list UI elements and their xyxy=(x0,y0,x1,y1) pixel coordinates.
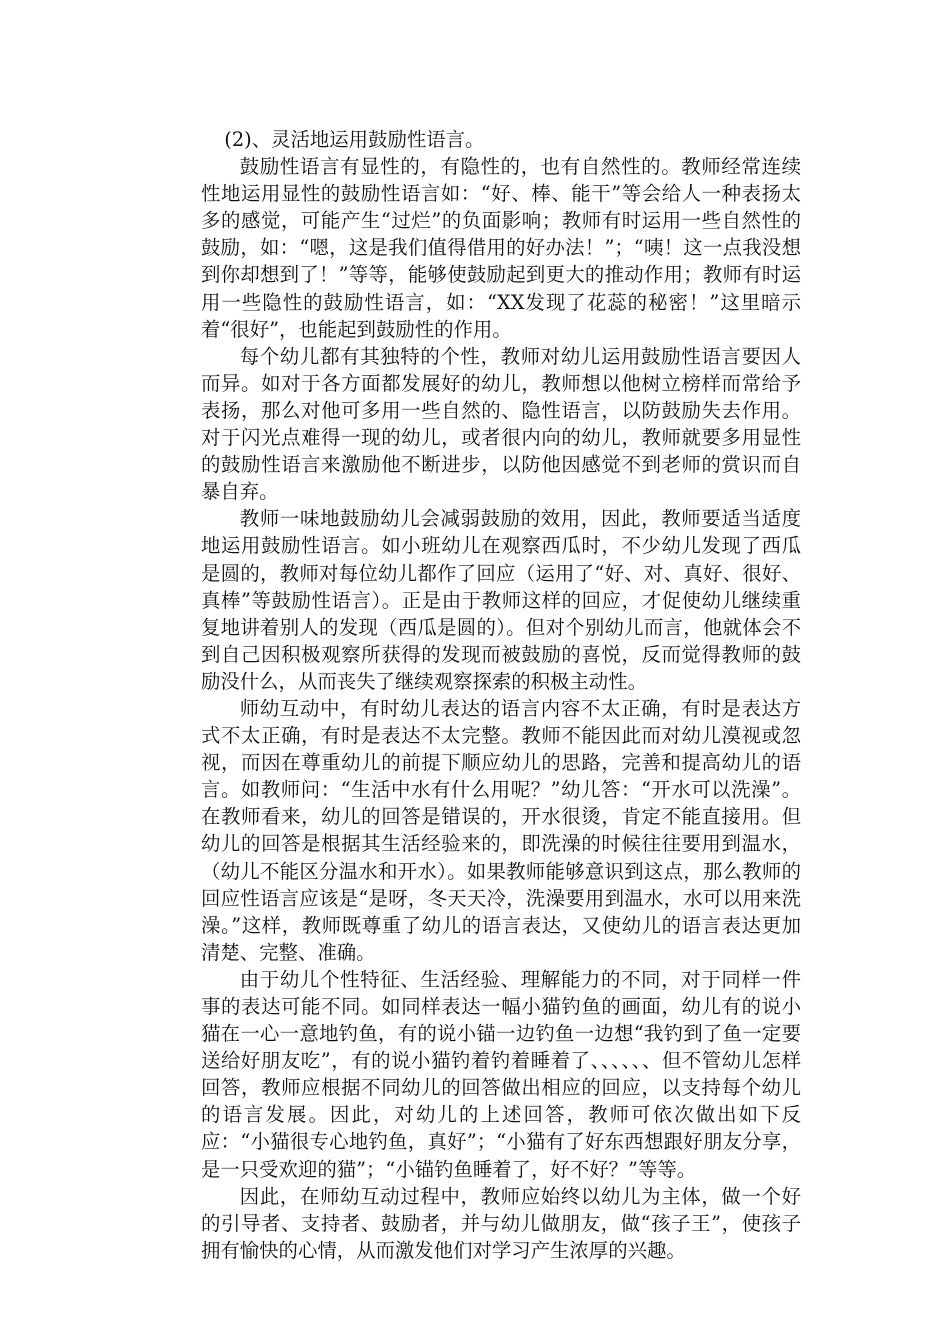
section-heading: (2)、灵活地运用鼓励性语言。 xyxy=(224,128,485,151)
paragraph-moderate-encouragement: 教师一味地鼓励幼儿会减弱鼓励的效用，因此，教师要适当适度地运用鼓励性语言。如小班幼儿在观察西瓜时，不少幼儿发现了西瓜是圆的，教师对每位幼儿都作了回应（运用了“好、对、真好、很好、真棒”等鼓励性语言）。正是由于教师这样的回应，才促使幼儿继续重复地讲着别人的发现（西瓜是圆的）。但对个别幼儿而言，他就体会不到自己因积极观察所获得的发现而被鼓励的喜悦，反而觉得教师的鼓励没什么，从而丧失了继续观察探索的积极主动性。 xyxy=(201,507,801,693)
paragraph-different-expressions: 由于幼儿个性特征、生活经验、理解能力的不同，对于同样一件事的表达可能不同。如同样表达一幅小猫钓鱼的画面，幼儿有的说小猫在一心一意地钓鱼，有的说小锚一边钓鱼一边想“我钓到了鱼一定要送给好朋友吃”，有的说小猫钓着钓着睡着了、、、、、、但不管幼儿怎样回答，教师应根据不同幼儿的回答做出相应的回应，以支持每个幼儿的语言发展。因此，对幼儿的上述回答，教师可依次做出如下反应：“小猫很专心地钓鱼，真好”；“小猫有了好东西想跟好朋友分享，是一只受欢迎的猫”；“小锚钓鱼睡着了，好不好？”等等。 xyxy=(201,967,801,1181)
paragraph-conclusion: 因此，在师幼互动过程中，教师应始终以幼儿为主体，做一个好的引导者、支持者、鼓励者，并与幼儿做朋友，做“孩子王”，使孩子拥有愉快的心情，从而激发他们对学习产生浓厚的兴趣。 xyxy=(201,1184,801,1262)
paragraph-individual-differences: 每个幼儿都有其独特的个性，教师对幼儿运用鼓励性语言要因人而异。如对于各方面都发展好的幼儿，教师想以他树立榜样而常给予表扬，那么对他可多用一些自然的、隐性语言，以防鼓励失去作用。对于闪光点难得一现的幼儿，或者很内向的幼儿，教师就要多用显性的鼓励性语言来激励他不断进步，以防他因感觉不到老师的赏识而自暴自弃。 xyxy=(201,344,801,504)
document-body xyxy=(201,126,801,1264)
paragraph-teacher-child-interaction: 师幼互动中，有时幼儿表达的语言内容不太正确，有时是表达方式不太正确，有时是表达不太完整。教师不能因此而对幼儿漠视或忽视，而因在尊重幼儿的前提下顺应幼儿的思路，完善和提高幼儿的语言。如教师问：“生活中水有什么用呢？”幼儿答：“开水可以洗澡”。在教师看来，幼儿的回答是错误的，开水很烫，肯定不能直接用。但幼儿的回答是根据其生活经验来的，即洗澡的时候往往要用到温水，（幼儿不能区分温水和开水）。如果教师能够意识到这点，那么教师的回应性语言应该是“是呀，冬天天冷，洗澡要用到温水，水可以用来洗澡。”这样，教师既尊重了幼儿的语言表达，又使幼儿的语言表达更加清楚、完整、准确。 xyxy=(201,696,801,964)
paragraph-encouragement-types: 鼓励性语言有显性的，有隐性的，也有自然性的。教师经常连续性地运用显性的鼓励性语言如：“好、棒、能干”等会给人一种表扬太多的感觉，可能产生“过烂”的负面影响；教师有时运用一些自然性的鼓励，如：“嗯，这是我们值得借用的好办法！”；“咦！这一点我没想到你却想到了！”等等，能够使鼓励起到更大的推动作用；教师有时运用一些隐性的鼓励性语言，如：“XX发现了花蕊的秘密！”这里暗示着“很好”，也能起到鼓励性的作用。 xyxy=(201,155,801,341)
